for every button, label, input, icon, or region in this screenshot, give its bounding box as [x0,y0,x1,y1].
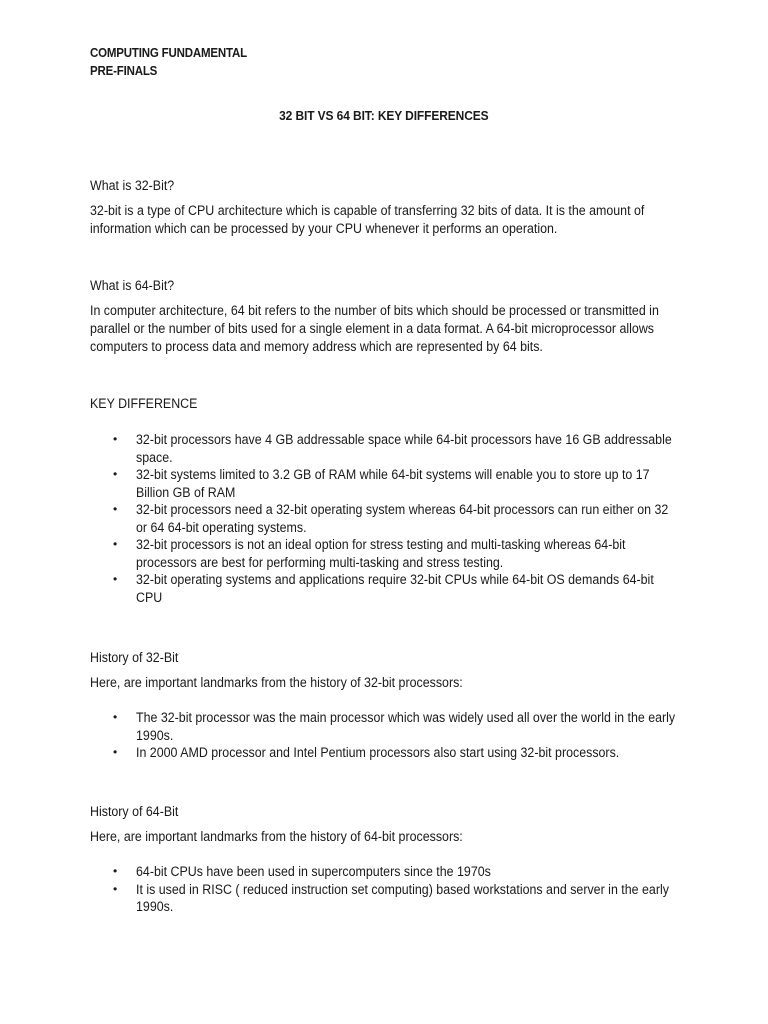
bullet-marker: • [113,881,118,896]
paragraph-history-32-intro [90,674,660,692]
list-item-line: 32-bit processors need a 32-bit operating system whereas 64-bit processors can run either on 32 [136,502,669,517]
list-item-line: processors are best for performing multi-tasking and stress testing. [136,554,504,570]
paragraph-history-64-intro [90,828,660,846]
heading-history-of-64-bit: History of 64-Bit [90,804,179,819]
list-item [0,536,768,571]
list-item [0,571,768,606]
paragraph-what-is-32-bit [90,202,660,238]
paragraph-line: 32-bit is a type of CPU architecture which is capable of transferring 32 bits of data. It is the amount of [90,203,645,218]
key-difference-list [0,431,768,606]
document-title [0,108,768,123]
bullet-marker: • [113,537,118,551]
list-item-line: CPU [136,589,163,605]
list-item [0,709,768,744]
bullet-marker: • [113,572,118,586]
paragraph-line: information which can be processed by your CPU whenever it performs an operation. [90,221,558,236]
paragraph-line: Here, are important landmarks from the history of 64-bit processors: [90,829,463,844]
paragraph-line: parallel or the number of bits used for a single element in a data format. A 64-bit microprocessor allows [90,321,655,336]
paragraph-line: In computer architecture, 64 bit refers to the number of bits which should be processed or transmitted in [90,303,659,318]
bullet-marker: • [113,467,118,481]
list-item [0,501,768,536]
list-item-line: 1990s. [136,727,174,743]
paragraph-what-is-64-bit [90,302,660,356]
list-item-line: 32-bit systems limited to 3.2 GB of RAM while 64-bit systems will enable you to store up to 17 [136,467,650,482]
list-item-line: 64-bit CPUs have been used in supercomputers since the 1970s [136,864,491,879]
list-item-line: or 64 64-bit operating systems. [136,519,307,535]
bullet-marker: • [113,710,118,724]
paragraph-line: Here, are important landmarks from the history of 32-bit processors: [90,675,463,690]
heading-what-is-32-bit: What is 32-Bit? [90,178,175,193]
list-item [0,881,768,916]
list-item-line: In 2000 AMD processor and Intel Pentium processors also start using 32-bit processors. [136,745,620,760]
history-32-list [0,709,768,762]
bullet-marker: • [113,432,118,446]
list-item-line: The 32-bit processor was the main processor which was widely used all over the world in the early [136,710,676,725]
heading-history-of-32-bit: History of 32-Bit [90,650,179,665]
heading-key-difference: KEY DIFFERENCE [90,396,198,411]
list-item [0,863,768,881]
document-title-text: 32 BIT VS 64 BIT: KEY DIFFERENCES [279,108,489,123]
list-item [0,466,768,501]
list-item [0,744,768,762]
list-item-line: 32-bit processors have 4 GB addressable space while 64-bit processors have 16 GB addressable [136,432,672,447]
list-item-line: 32-bit operating systems and applications require 32-bit CPUs while 64-bit OS demands 64-bit [136,572,654,587]
list-item [0,431,768,466]
list-item-line: 1990s. [136,899,174,914]
list-item-line: space. [136,449,173,465]
bullet-marker: • [113,502,118,516]
course-name: COMPUTING FUNDAMENTAL [90,46,247,60]
paragraph-line: computers to process data and memory address which are represented by 64 bits. [90,339,543,354]
bullet-marker: • [113,745,118,759]
list-item-line: It is used in RISC ( reduced instruction set computing) based workstations and server in the early [136,881,669,897]
bullet-marker: • [113,864,118,878]
term-label: PRE-FINALS [90,64,158,78]
list-item-line: Billion GB of RAM [136,484,236,500]
list-item-line: 32-bit processors is not an ideal option for stress testing and multi-tasking whereas 64-bit [136,537,626,552]
history-64-list [0,863,768,916]
heading-what-is-64-bit: What is 64-Bit? [90,278,175,293]
